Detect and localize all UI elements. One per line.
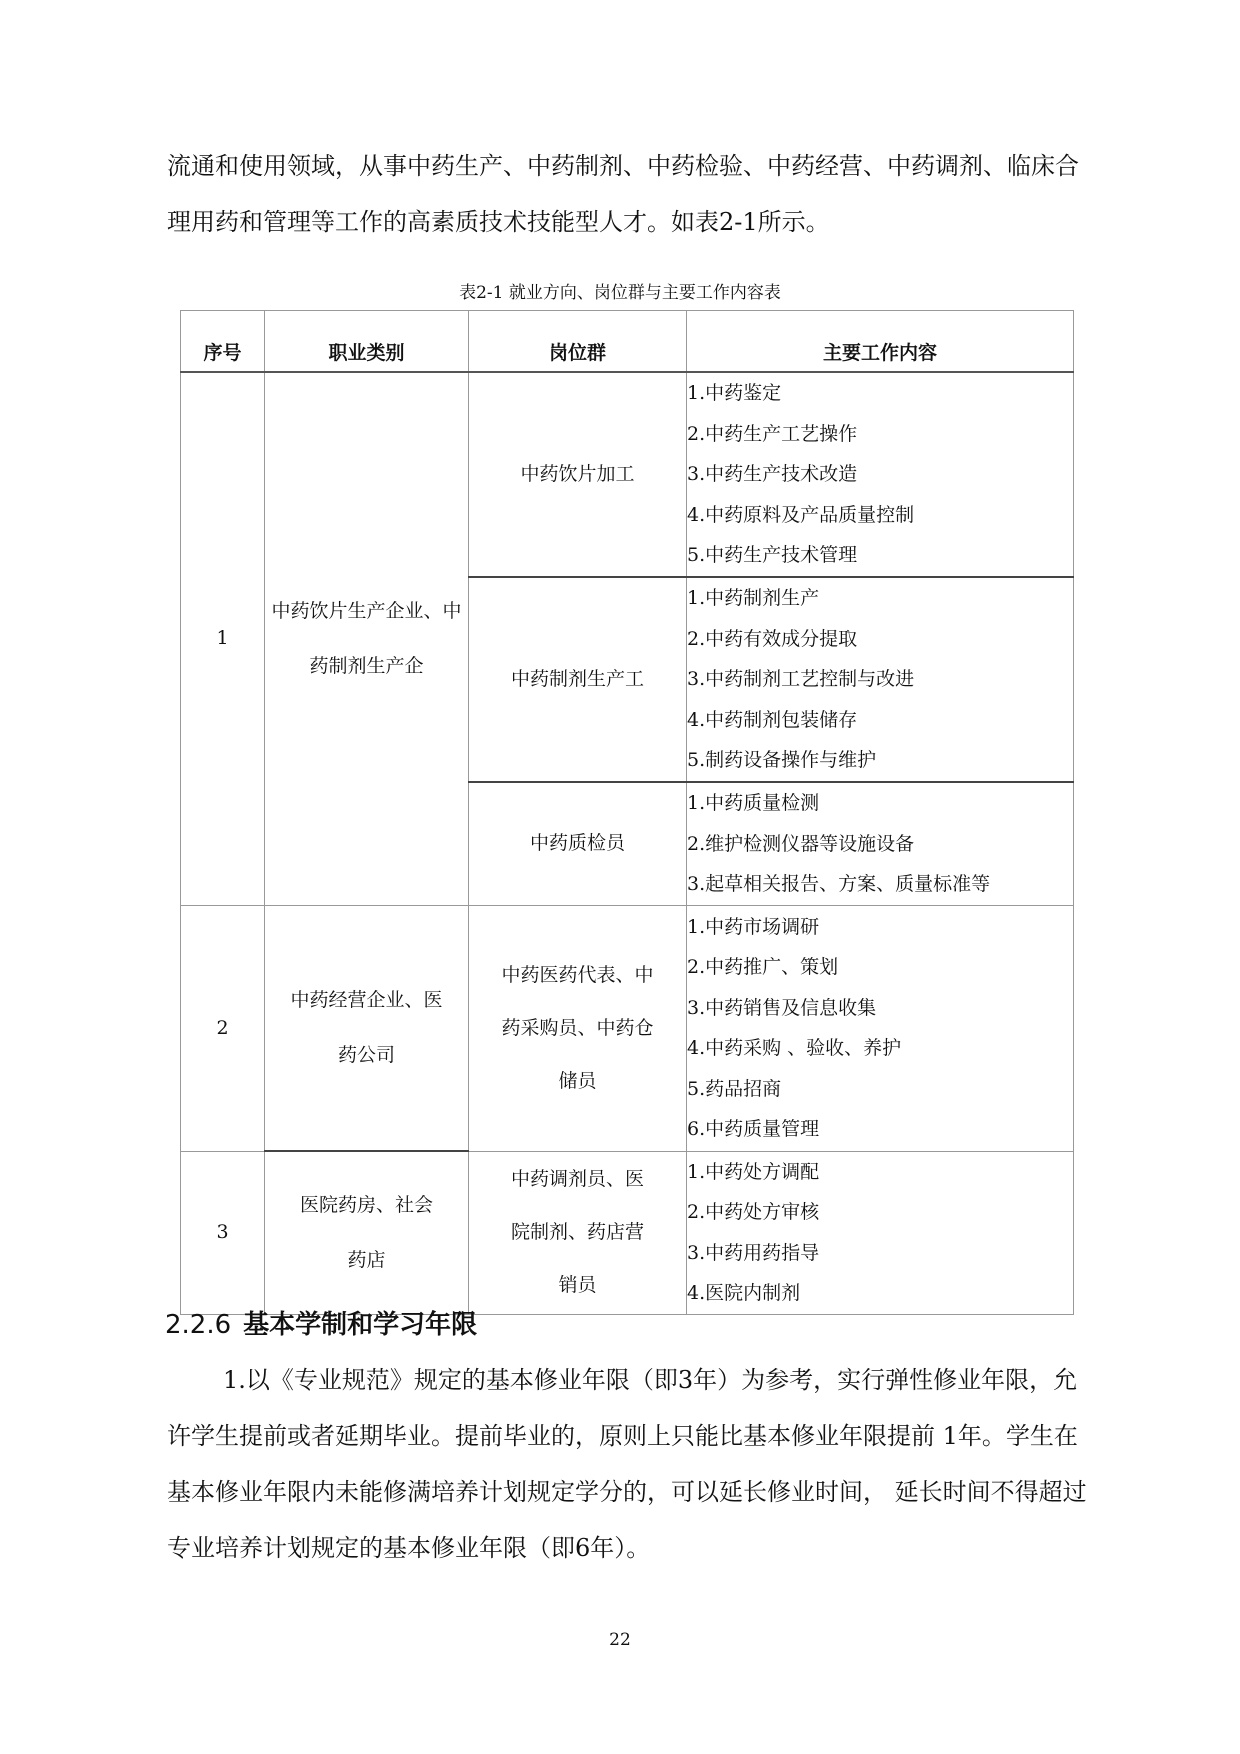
header-positions: 岗位群 bbox=[469, 311, 687, 373]
task-item: 2.维护检测仪器等设施设备 bbox=[687, 832, 915, 855]
task-item: 4.医院内制剂 bbox=[687, 1282, 801, 1304]
task-item: 3.中药用药指导 bbox=[687, 1241, 820, 1264]
header-tasks: 主要工作内容 bbox=[687, 311, 1074, 373]
row-tasks bbox=[687, 782, 1074, 905]
table-header-row bbox=[181, 311, 1074, 373]
row-position: 中药医药代表、中药采购员、中药仓储员 bbox=[469, 905, 687, 1151]
task-item: 1.中药处方调配 bbox=[687, 1160, 820, 1183]
task-item: 2.中药生产工艺操作 bbox=[687, 422, 858, 445]
task-item: 3.中药销售及信息收集 bbox=[687, 996, 877, 1019]
page-number: 22 bbox=[609, 1630, 631, 1650]
row-index: 1 bbox=[181, 372, 265, 905]
row-position: 中药制剂生产工 bbox=[469, 577, 687, 782]
task-item: 2.中药推广、策划 bbox=[687, 956, 839, 978]
employment-table bbox=[180, 310, 1074, 1315]
table-row bbox=[181, 372, 1074, 577]
table-row bbox=[181, 905, 1074, 1151]
row-category: 中药饮片生产企业、中药制剂生产企 bbox=[265, 372, 469, 905]
task-item: 3.中药生产技术改造 bbox=[687, 463, 858, 486]
task-item: 1.中药质量检测 bbox=[687, 792, 820, 814]
table-caption: 表2-1 就业方向、岗位群与主要工作内容表 bbox=[459, 283, 781, 303]
row-category: 中药经营企业、医药公司 bbox=[265, 905, 469, 1151]
row-position: 中药质检员 bbox=[469, 782, 687, 905]
section-number: 2.2.6 bbox=[165, 1310, 232, 1340]
task-item: 5.中药生产技术管理 bbox=[687, 544, 858, 567]
table-row bbox=[181, 1151, 1074, 1314]
task-item: 2.中药处方审核 bbox=[687, 1201, 820, 1223]
task-item: 5.制药设备操作与维护 bbox=[687, 749, 877, 772]
task-item: 1.中药市场调研 bbox=[687, 915, 820, 938]
task-item: 3.中药制剂工艺控制与改进 bbox=[687, 668, 915, 691]
task-item: 2.中药有效成分提取 bbox=[687, 627, 858, 650]
task-item: 1.中药制剂生产 bbox=[687, 587, 820, 610]
header-index: 序号 bbox=[181, 311, 265, 373]
header-category: 职业类别 bbox=[265, 311, 469, 373]
row-tasks bbox=[687, 905, 1074, 1151]
task-item: 4.中药原料及产品质量控制 bbox=[687, 503, 915, 526]
intro-paragraph: 流通和使用领域，从事中药生产、中药制剂、中药检验、中药经营、中药调剂、临床合理用药和管理等工作的高素质技术技能型人才。如表2-1所示。 bbox=[167, 152, 1079, 236]
row-position: 中药调剂员、医院制剂、药店营销员 bbox=[469, 1151, 687, 1314]
row-category: 医院药房、社会药店 bbox=[265, 1151, 469, 1314]
row-index: 2 bbox=[181, 905, 265, 1151]
row-tasks bbox=[687, 577, 1074, 782]
task-item: 6.中药质量管理 bbox=[687, 1118, 820, 1140]
task-item: 4.中药采购 、验收、养护 bbox=[687, 1037, 902, 1059]
row-tasks bbox=[687, 1151, 1074, 1314]
task-item: 1.中药鉴定 bbox=[687, 382, 782, 405]
row-position: 中药饮片加工 bbox=[469, 372, 687, 577]
section-paragraph: 1.以《专业规范》规定的基本修业年限（即3年）为参考，实行弹性修业年限，允许学生提前或者延期毕业。提前毕业的，原则上只能比基本修业年限提前 1年。学生在基本修业年限内未能修满培养计划规定学分的，可以延长修业时间， 延长时间不得超过专业培养计划规定的基本修业年限（即6年）。 bbox=[167, 1366, 1087, 1562]
task-item: 4.中药制剂包装储存 bbox=[687, 708, 858, 731]
section-title: 基本学制和学习年限 bbox=[243, 1310, 478, 1340]
row-tasks bbox=[687, 372, 1074, 577]
section-heading bbox=[165, 1304, 477, 1341]
task-item: 5.药品招商 bbox=[687, 1077, 782, 1100]
task-item: 3.起草相关报告、方案、质量标准等 bbox=[687, 873, 991, 895]
row-index: 3 bbox=[181, 1151, 265, 1314]
